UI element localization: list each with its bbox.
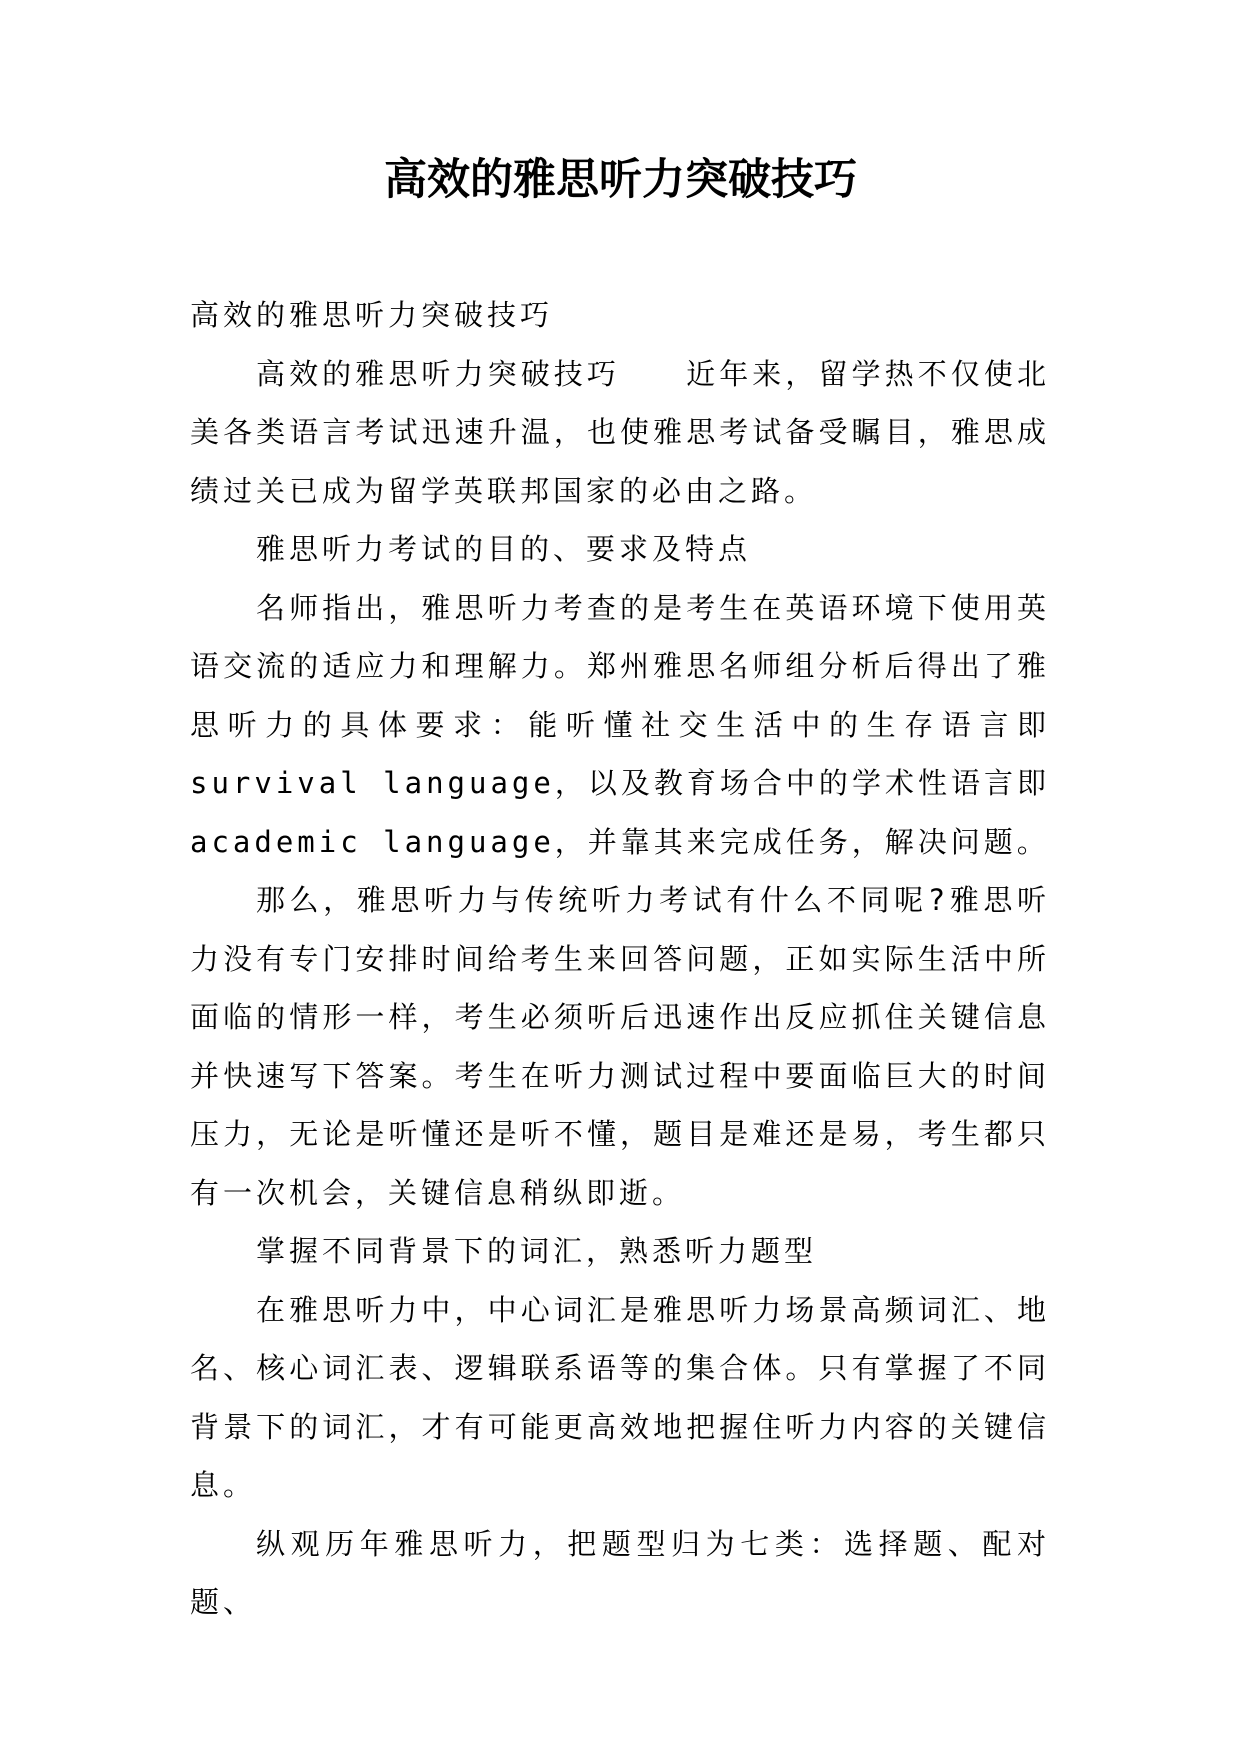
paragraph-vocabulary: 在雅思听力中，中心词汇是雅思听力场景高频词汇、地名、核心词汇表、逻辑联系语等的集合体。只有掌握了不同背景下的词汇，才有可能更高效地把握住听力内容的关键信息。 (190, 1292, 1050, 1502)
paragraph-subtitle: 高效的雅思听力突破技巧 (190, 298, 554, 332)
paragraph-question-types: 纵观历年雅思听力，把题型归为七类：选择题、配对题、 (190, 1526, 1050, 1619)
paragraph-differences: 那么，雅思听力与传统听力考试有什么不同呢?雅思听力没有专门安排时间给考生来回答问题，正如实际生活中所面临的情形一样，考生必须听后迅速作出反应抓住关键信息并快速写下答案。考生在听力测试过程中要面临巨大的时间压力，无论是听懂还是听不懂，题目是难还是易，考生都只有一次机会，关键信息稍纵即逝。 (190, 883, 1050, 1210)
paragraph-requirements: 名师指出，雅思听力考查的是考生在英语环境下使用英语交流的适应力和理解力。郑州雅思名师组分析后得出了雅思听力的具体要求：能听懂社交生活中的生存语言即survival language，以及教育场合中的学术性语言即academic language，并靠其来完成任务，解决问题。 (190, 590, 1050, 859)
paragraph-intro: 高效的雅思听力突破技巧 近年来，留学热不仅使北美各类语言考试迅速升温，也使雅思考试备受瞩目，雅思成绩过关已成为留学英联邦国家的必由之路。 (190, 356, 1050, 508)
document-title: 高效的雅思听力突破技巧 (384, 155, 857, 205)
document-body (190, 286, 1050, 1632)
section-heading-purpose: 雅思听力考试的目的、要求及特点 (256, 532, 752, 566)
section-heading-vocabulary: 掌握不同背景下的词汇，熟悉听力题型 (256, 1234, 818, 1268)
